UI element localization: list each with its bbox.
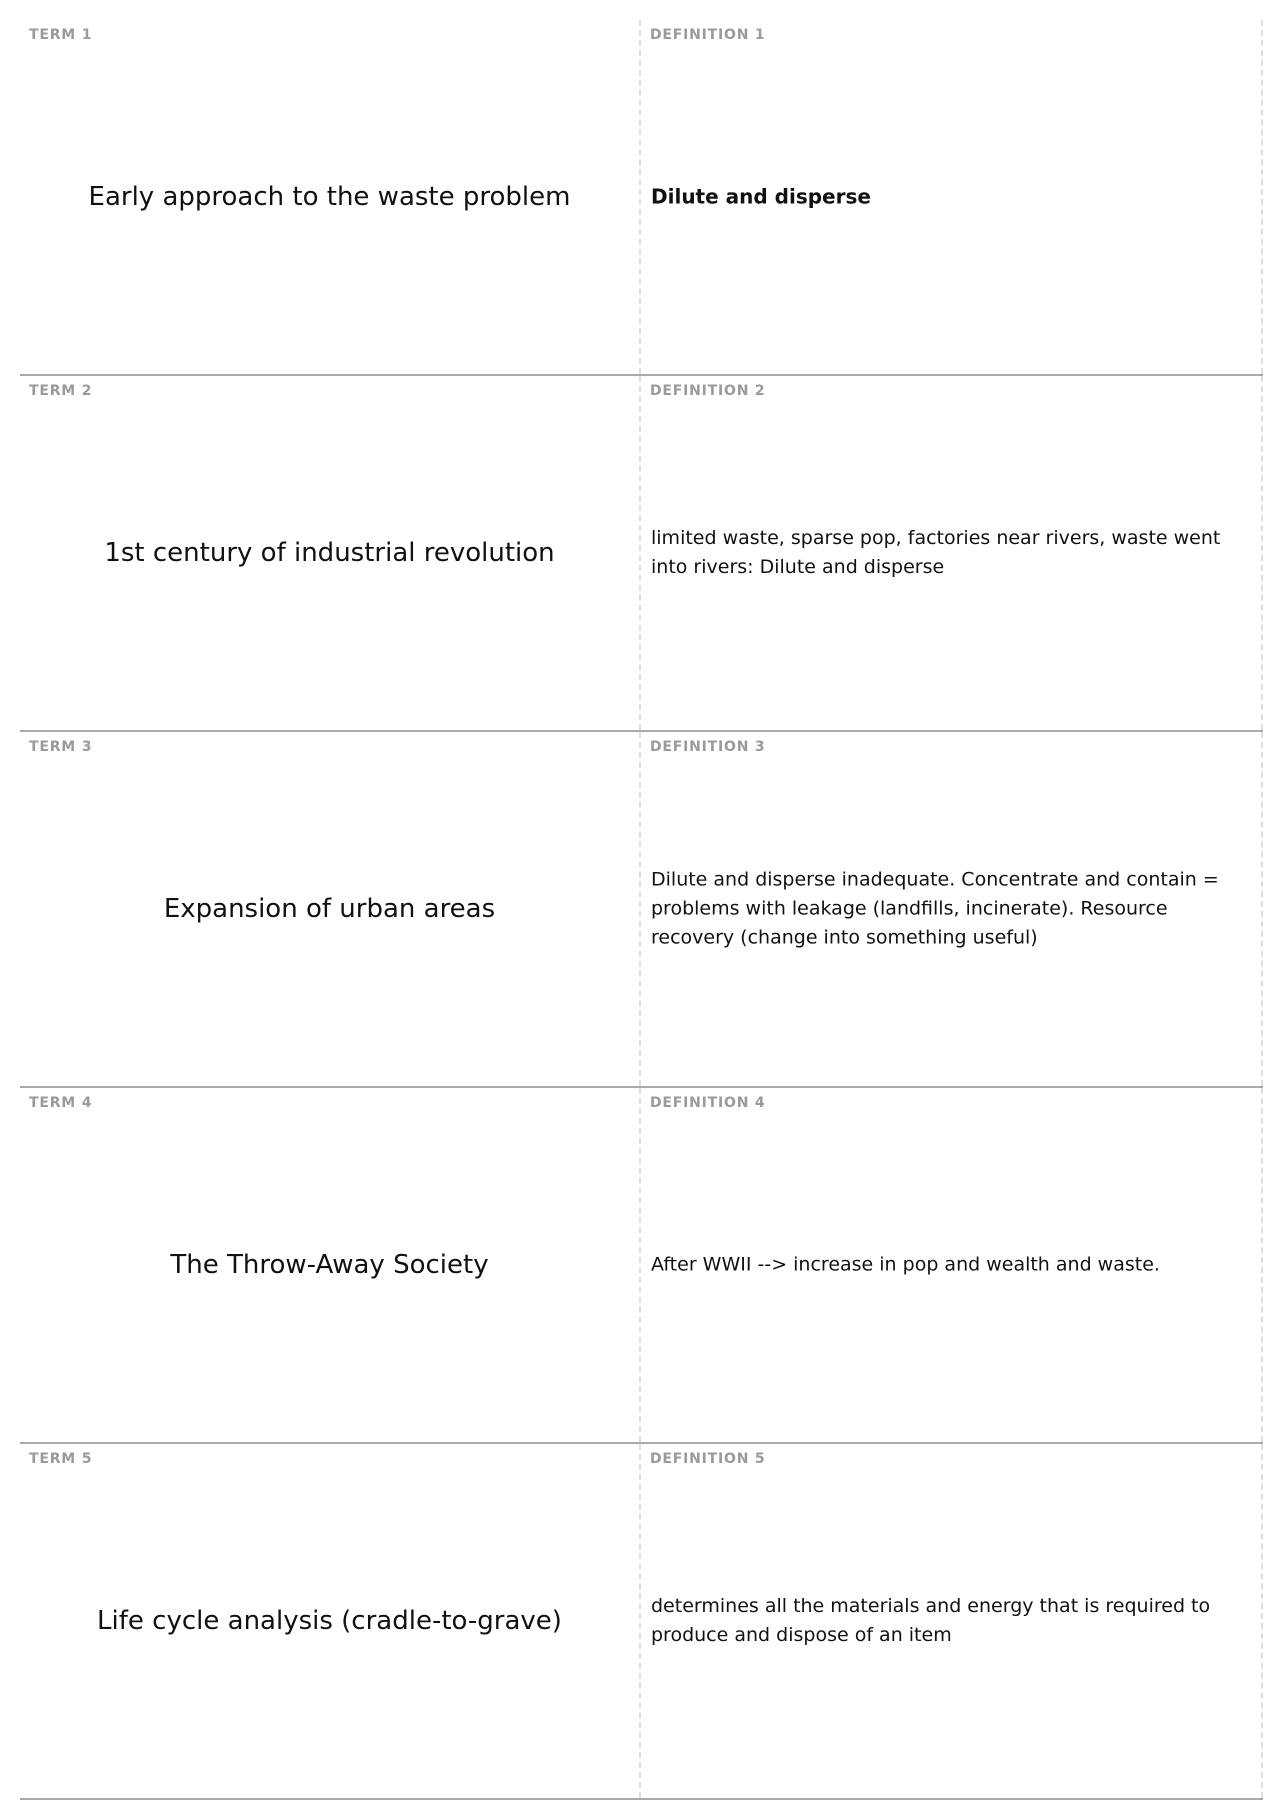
- term-label: TERM 1: [29, 27, 93, 43]
- term-label: TERM 3: [29, 739, 93, 755]
- definition-label: DEFINITION 4: [650, 1095, 766, 1111]
- definition-cell: [641, 1444, 1263, 1798]
- definition-label: DEFINITION 2: [650, 383, 766, 399]
- definition-cell: [641, 20, 1263, 374]
- term-cell: [20, 376, 641, 730]
- definition-text: Dilute and disperse: [651, 184, 871, 209]
- definition-cell: [641, 1088, 1263, 1442]
- flashcard-row: [20, 732, 1263, 1088]
- term-label: TERM 2: [29, 383, 93, 399]
- term-cell: [20, 732, 641, 1086]
- definition-text: Dilute and disperse inadequate. Concentrate and contain = problems with leakage (landfills, incinerate). Resource recovery (change into something useful): [651, 868, 1219, 949]
- term-text: Life cycle analysis (cradle-to-grave): [97, 1606, 562, 1636]
- definition-cell: [641, 732, 1263, 1086]
- flashcard-row: [20, 20, 1263, 376]
- term-label: TERM 4: [29, 1095, 93, 1111]
- flashcard-row: [20, 1088, 1263, 1444]
- definition-text: limited waste, sparse pop, factories near rivers, waste went into rivers: Dilute and disperse: [651, 527, 1221, 578]
- term-cell: [20, 1088, 641, 1442]
- definition-label: DEFINITION 5: [650, 1451, 766, 1467]
- definition-label: DEFINITION 1: [650, 27, 766, 43]
- definition-label: DEFINITION 3: [650, 739, 766, 755]
- definition-text: After WWII --> increase in pop and wealth and waste.: [651, 1253, 1160, 1276]
- term-text: Expansion of urban areas: [163, 894, 496, 924]
- term-cell: [20, 20, 641, 374]
- term-text: 1st century of industrial revolution: [104, 538, 555, 568]
- flashcard-sheet: [20, 20, 1263, 1800]
- flashcard-row: [20, 1444, 1263, 1800]
- term-cell: [20, 1444, 641, 1798]
- term-text: Early approach to the waste problem: [88, 182, 571, 212]
- term-label: TERM 5: [29, 1451, 93, 1467]
- definition-cell: [641, 376, 1263, 730]
- term-text: The Throw-Away Society: [170, 1250, 489, 1280]
- definition-text: determines all the materials and energy that is required to produce and dispose of an item: [651, 1595, 1211, 1646]
- flashcard-row: [20, 376, 1263, 732]
